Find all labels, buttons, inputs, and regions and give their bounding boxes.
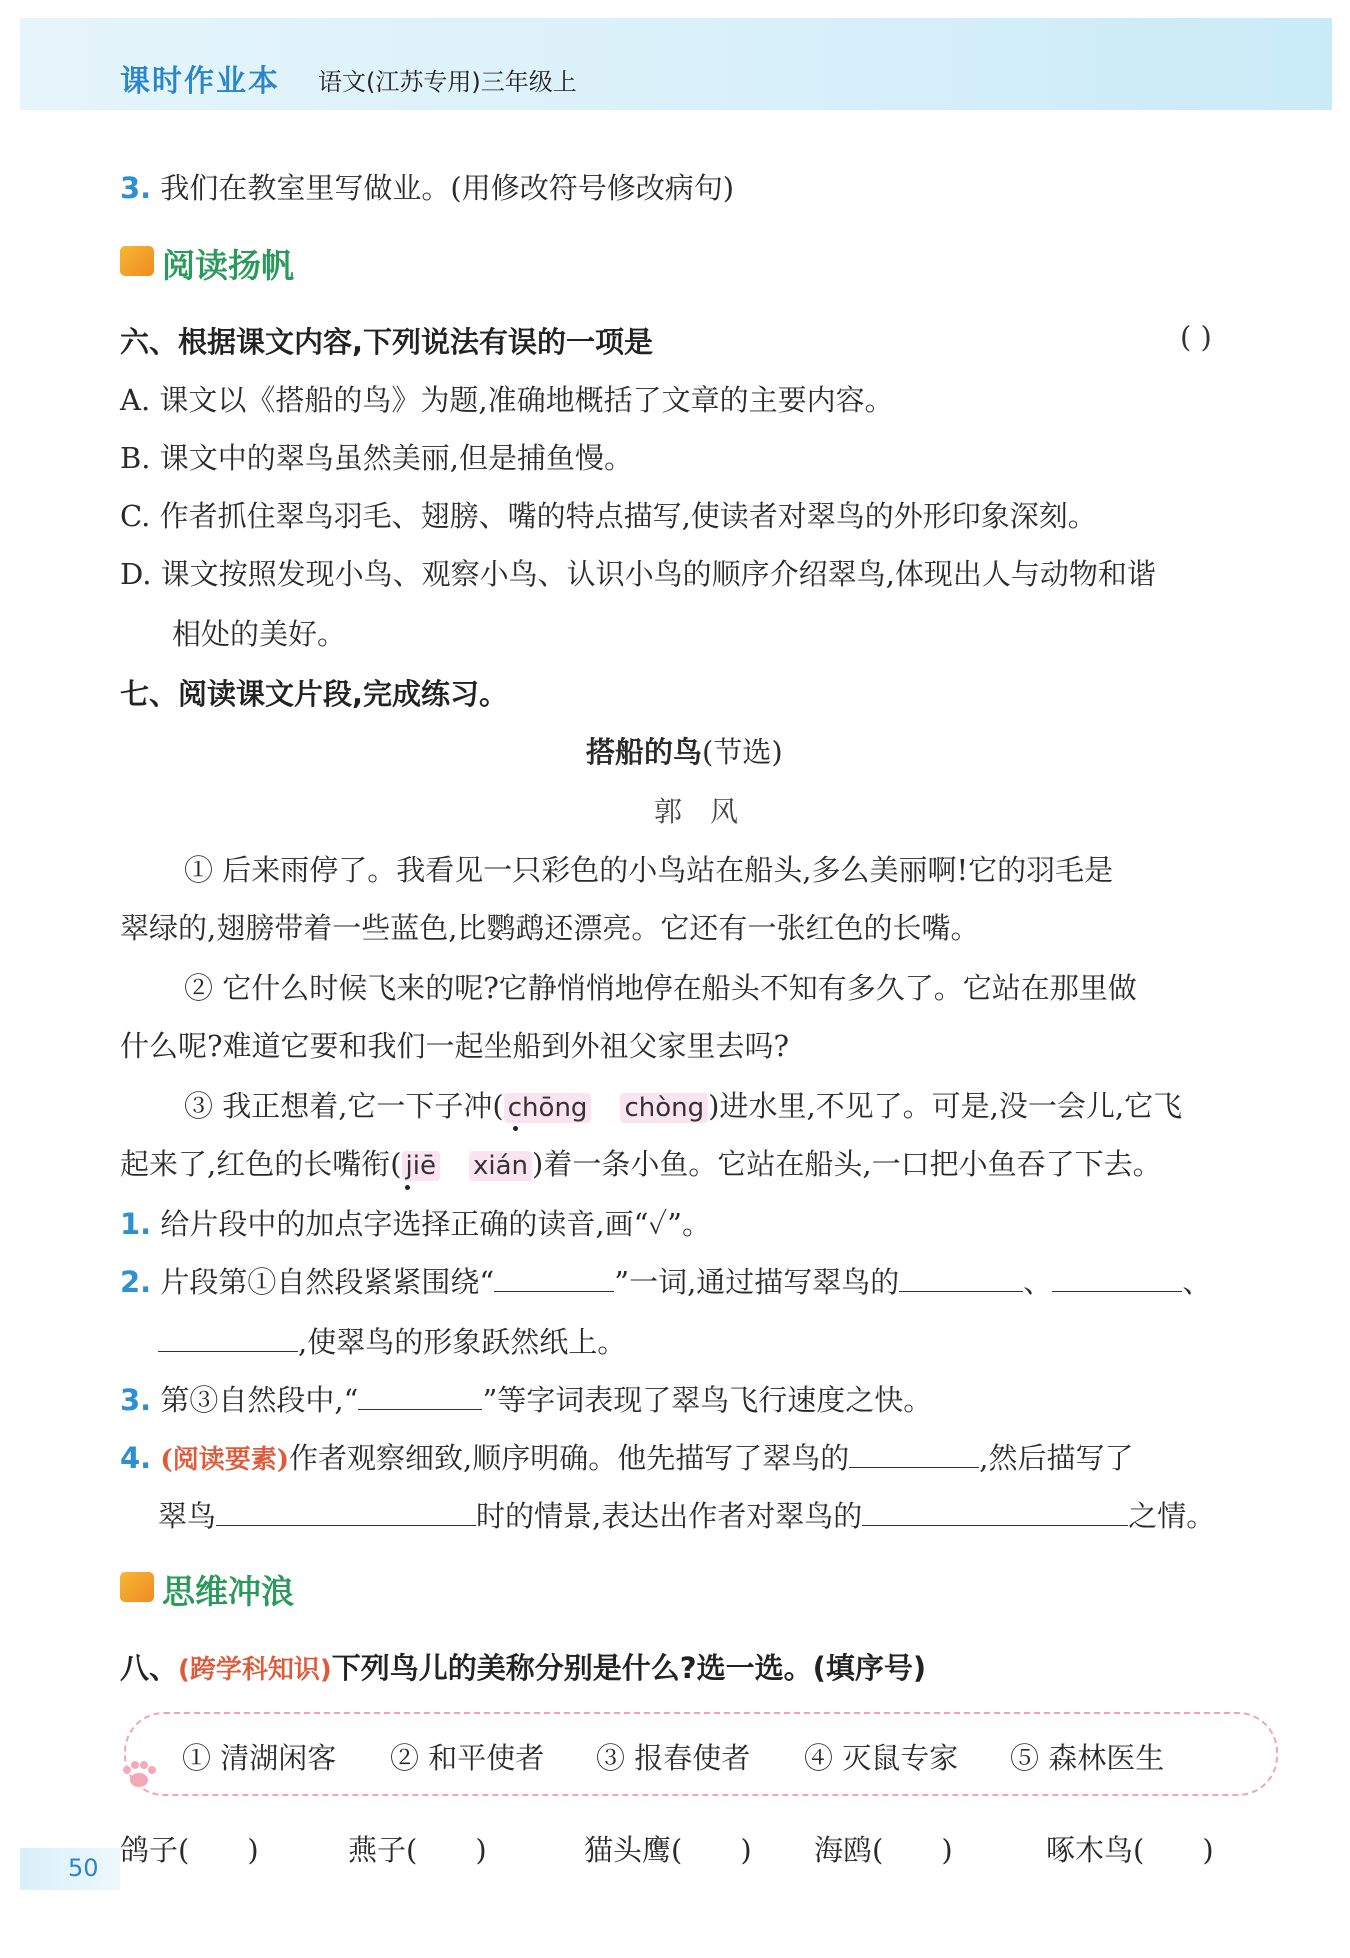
option-c: C. 作者抓住翠鸟羽毛、翅膀、嘴的特点描写,使读者对翠鸟的外形印象深刻。 [120,499,1097,533]
tag-reading-element: (阅读要素) [160,1445,290,1475]
bird-seagull[interactable]: 海鸥( ) [814,1833,953,1867]
subject-label: 语文(江苏专用)三年级上 [318,68,577,96]
subquestion-4: 4. (阅读要素)作者观察细致,顺序明确。他先描写了翠鸟的 ,然后描写了 [120,1441,1134,1475]
option-2: ② 和平使者 [390,1741,545,1775]
pinyin-option-chong4[interactable]: chòng [620,1093,708,1123]
page-number-tab [20,1848,120,1890]
answer-blank[interactable] [899,1267,1023,1292]
paw-icon [120,1760,158,1790]
brand-title: 课时作业本 [120,64,280,99]
option-3: ③ 报春使者 [596,1741,751,1775]
question-6-heading: 六、根据课文内容,下列说法有误的一项是 [120,325,654,359]
answer-blank[interactable] [862,1501,1128,1526]
option-b: B. 课文中的翠鸟虽然美丽,但是捕鱼慢。 [120,441,633,475]
question-7-heading: 七、阅读课文片段,完成练习。 [120,677,509,711]
option-d: D. 课文按照发现小鸟、观察小鸟、认识小鸟的顺序介绍翠鸟,体现出人与动物和谐 [120,557,1156,591]
pinyin-option-jie[interactable]: jiē [402,1151,440,1181]
question-8-heading: 八、(跨学科知识)下列鸟儿的美称分别是什么?选一选。(填序号) [120,1651,927,1685]
question-3-top: 3. 我们在教室里写做业。(用修改符号修改病句) [120,171,735,205]
option-5: ⑤ 森林医生 [1010,1741,1165,1775]
passage-author: 郭 风 [654,795,739,828]
page-number: 50 [68,1854,99,1882]
passage-p2-line2: 什么呢?难道它要和我们一起坐船到外祖父家里去吗? [120,1029,790,1063]
bird-swallow[interactable]: 燕子( ) [348,1833,487,1867]
tag-cross-subject: (跨学科知识) [178,1655,332,1685]
answer-blank[interactable] [358,1385,482,1410]
option-4: ④ 灭鼠专家 [804,1741,959,1775]
option-a: A. 课文以《搭船的鸟》为题,准确地概括了文章的主要内容。 [120,383,894,417]
emphasis-dot [405,1185,410,1190]
bird-owl[interactable]: 猫头鹰( ) [584,1833,752,1867]
option-1: ① 清湖闲客 [182,1741,337,1775]
emphasis-dot [513,1126,518,1131]
passage-p1-line2: 翠绿的,翅膀带着一些蓝色,比鹦鹉还漂亮。它还有一张红色的长嘴。 [120,911,980,945]
answer-blank[interactable] [216,1501,476,1526]
subquestion-2: 2. 片段第①自然段紧紧围绕“ ”一词,通过描写翠鸟的 、 、 [120,1265,1212,1299]
bird-woodpecker[interactable]: 啄木鸟( ) [1046,1833,1214,1867]
answer-blank[interactable] [494,1267,614,1292]
subquestion-4-cont: 翠鸟 时的情景,表达出作者对翠鸟的 之情。 [158,1499,1216,1533]
answer-blank[interactable] [849,1443,979,1468]
option-d-cont: 相处的美好。 [172,617,347,651]
passage-p2-line1: ② 它什么时候飞来的呢?它静悄悄地停在船头不知有多久了。它站在那里做 [184,971,1137,1005]
section-reading-title: 阅读扬帆 [162,246,294,285]
passage-p3-line2: 起来了,红色的长嘴衔( jiē xián )着一条小鱼。它站在船头,一口把小鱼吞了下去。 [120,1147,1162,1181]
passage-p3-line1: ③ 我正想着,它一下子冲( chōng chòng )进水里,不见了。可是,没一会儿,它飞 [184,1089,1183,1123]
section-thinking-title: 思维冲浪 [162,1572,294,1611]
subquestion-3: 3. 第③自然段中,“ ”等字词表现了翠鸟飞行速度之快。 [120,1383,933,1417]
answer-blank[interactable] [158,1327,298,1352]
subquestion-2-cont: ,使翠鸟的形象跃然纸上。 [158,1320,626,1361]
pinyin-option-chong1[interactable]: chōng [504,1093,592,1123]
answer-paren[interactable]: ( ) [1180,320,1212,354]
subquestion-1: 1. 给片段中的加点字选择正确的读音,画“✓”。 [120,1207,711,1241]
pinyin-option-xian[interactable]: xián [469,1151,532,1181]
passage-title: 搭船的鸟(节选) [586,735,783,769]
sail-icon [120,246,154,276]
answer-blank[interactable] [1052,1267,1182,1292]
passage-p1-line1: ① 后来雨停了。我看见一只彩色的小鸟站在船头,多么美丽啊!它的羽毛是 [184,853,1114,887]
bird-pigeon[interactable]: 鸽子( ) [120,1833,259,1867]
wave-icon [120,1572,154,1602]
